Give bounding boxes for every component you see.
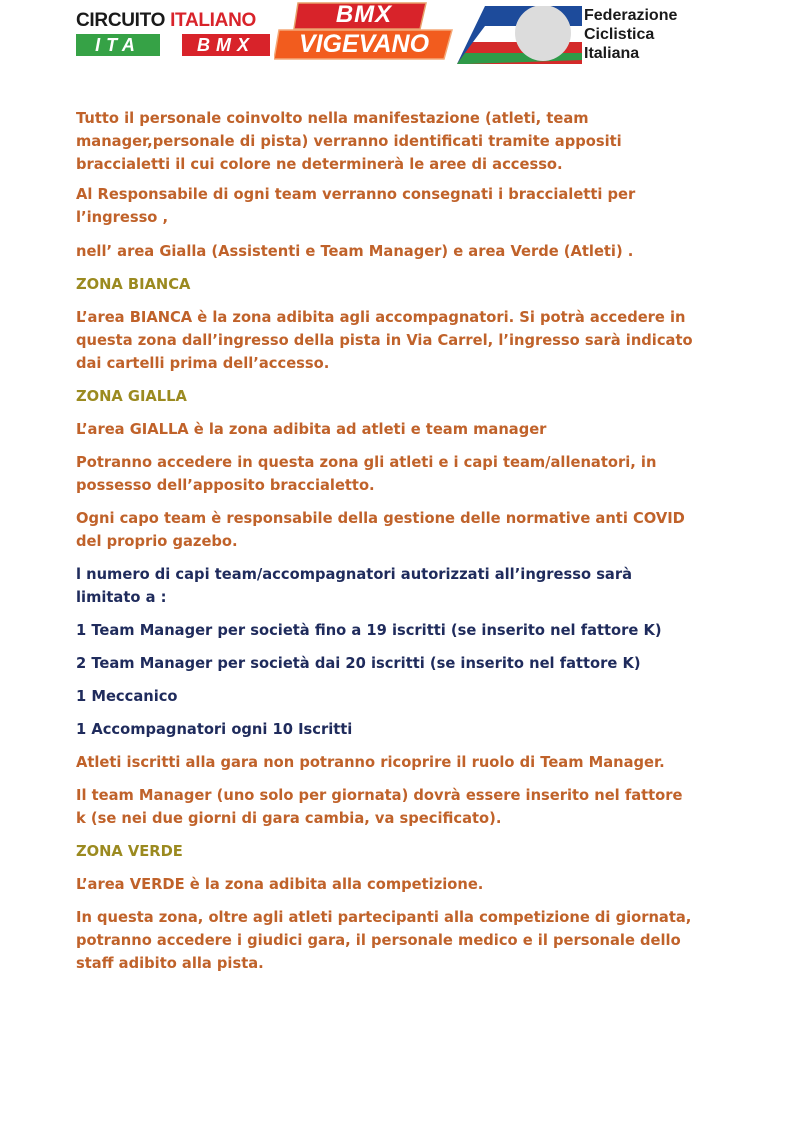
zone-heading: ZONA VERDE [76, 843, 183, 860]
paragraph: L’area GIALLA è la zona adibita ad atleti e team manager [76, 421, 547, 438]
circuito-logo-word: CIRCUITO [76, 10, 171, 31]
fci-line-italiana: Italiana [584, 45, 640, 62]
paragraph: l numero di capi team/accompagnatori autorizzati all’ingresso sarà limitato a : [76, 566, 633, 606]
fci-line-federazione: Federazione [584, 7, 678, 24]
bmx-vigevano-logo [274, 2, 454, 62]
fci-flag-emblem [457, 6, 582, 64]
paragraph: L’area VERDE è la zona adibita alla competizione. [76, 876, 484, 893]
paragraph: Atleti iscritti alla gara non potranno ricoprire il ruolo di Team Manager. [76, 754, 665, 771]
paragraph: Ogni capo team è responsabile della gestione delle normative anti COVID del proprio gazebo. [76, 510, 685, 550]
paragraph: Tutto il personale coinvolto nella manifestazione (atleti, team manager,personale di pista) verranno identificati tramite appositi braccialetti il cui colore ne determinerà le aree di accesso. [76, 110, 622, 173]
paragraph: nell’ area Gialla (Assistenti e Team Manager) e area Verde (Atleti) . [76, 243, 634, 260]
paragraph: In questa zona, oltre agli atleti partecipanti alla competizione di giornata, potranno accedere i giudici gara, il personale medico e il personale dello staff adibito alla pista. [76, 909, 692, 972]
circuito-italiano-logo [76, 10, 270, 58]
federazione-ciclistica-logo [457, 6, 678, 64]
zone-heading: ZONA BIANCA [76, 276, 191, 293]
circuito-logo-title [76, 10, 270, 32]
paragraph: 1 Team Manager per società fino a 19 iscritti (se inserito nel fattore K) [76, 622, 662, 639]
paragraph: 1 Accompagnatori ogni 10 Iscritti [76, 721, 353, 738]
paragraph: 1 Meccanico [76, 688, 178, 705]
paragraph: Il team Manager (uno solo per giornata) dovrà essere inserito nel fattore k (se nei due giorni di gara cambia, va specificato). [76, 787, 683, 827]
document-body [76, 107, 696, 975]
fci-line-ciclistica: Ciclistica [584, 26, 655, 43]
paragraph: 2 Team Manager per società dai 20 iscritti (se inserito nel fattore K) [76, 655, 641, 672]
fci-logo-text [584, 6, 678, 63]
vigevano-logo-text: VIGEVANO [298, 30, 430, 58]
paragraph: L’area BIANCA è la zona adibita agli accompagnatori. Si potrà accedere in questa zona dall’ingresso della pista in Via Carrel, l’ingresso sarà indicato dai cartelli prima dell’accesso. [76, 309, 693, 372]
bmx-logo-badge: BMX [182, 34, 270, 56]
bmx-logo-text: BMX [335, 1, 393, 28]
paragraph: Al Responsabile di ogni team verranno consegnati i braccialetti per l’ingresso , [76, 186, 636, 226]
circuito-logo-badges [76, 34, 270, 56]
ita-logo-badge: ITA [76, 34, 160, 56]
zone-heading: ZONA GIALLA [76, 388, 187, 405]
paragraph: Potranno accedere in questa zona gli atleti e i capi team/allenatori, in possesso dell’apposito braccialetto. [76, 454, 657, 494]
italiano-logo-word: ITALIANO [170, 10, 256, 31]
